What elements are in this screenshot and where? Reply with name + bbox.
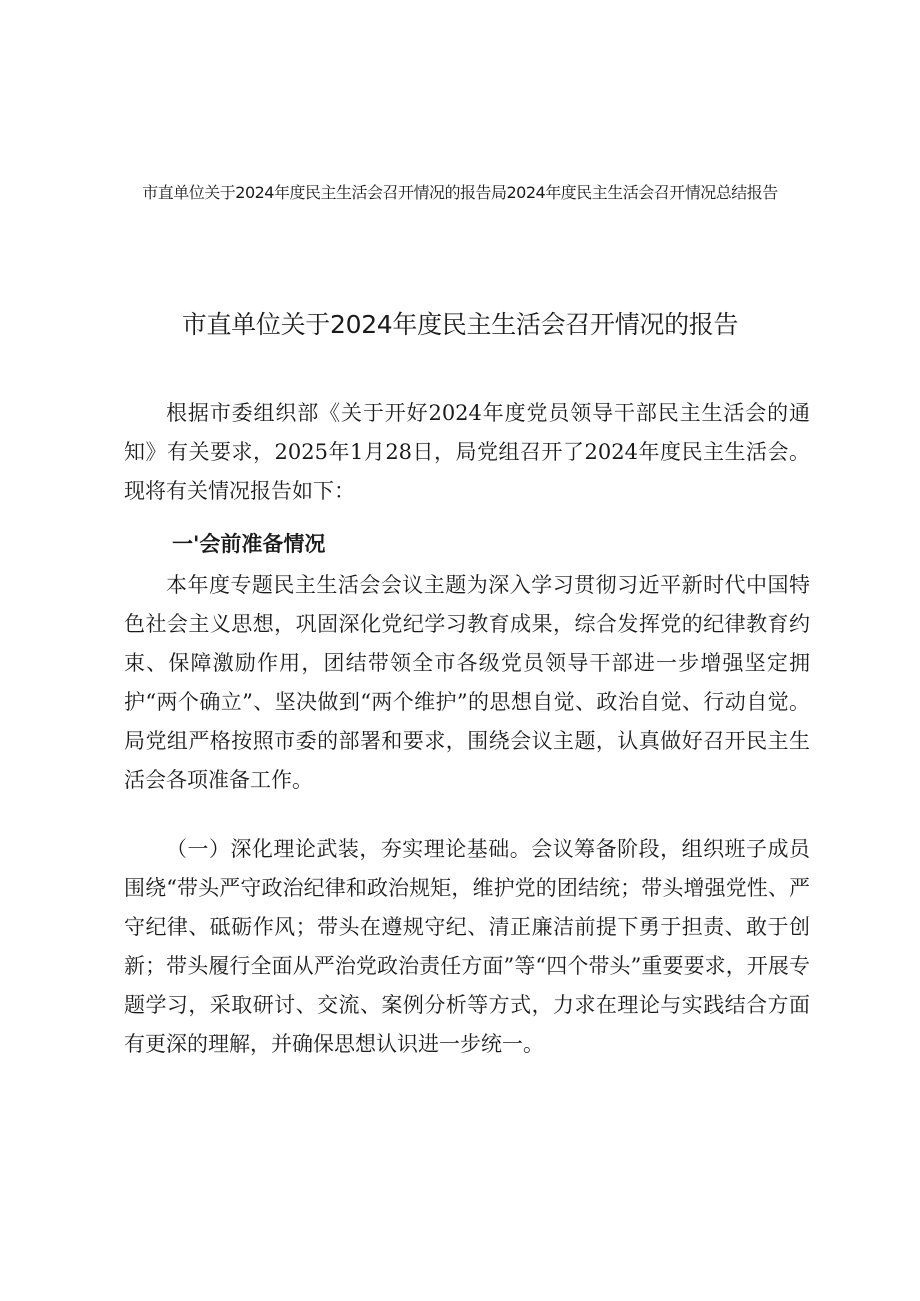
theme-paragraph: 本年度专题民主生活会会议主题为深入学习贯彻习近平新时代中国特色社会主义思想，巩固深化党纪学习教育成果，综合发挥党的纪律教育约束、保障激励作用，团结带领全市各级党员领导干部进一步增强坚定拥护“两个确立”、坚决做到“两个维护”的思想自觉、政治自觉、行动自觉。局党组严格按照市委的部署和要求，围绕会议主题，认真做好召开民主生活会各项准备工作。 bbox=[124, 573, 810, 792]
section-heading-preparation: 一'会前准备情况 bbox=[172, 532, 326, 556]
intro-paragraph: 根据市委组织部《关于开好2024年度党员领导干部民主生活会的通知》有关要求，2025年1月28日，局党组召开了2024年度民主生活会。现将有关情况报告如下： bbox=[124, 401, 810, 503]
document-header-line: 市直单位关于2024年度民主生活会召开情况的报告局2024年度民主生活会召开情况总结报告 bbox=[142, 183, 778, 202]
document-title: 市直单位关于2024年度民主生活会召开情况的报告 bbox=[181, 310, 739, 339]
theory-paragraph: （一）深化理论武装，夯实理论基础。会议筹备阶段，组织班子成员围绕“带头严守政治纪律和政治规矩，维护党的团结统；带头增强党性、严守纪律、砥砺作风；带头在遵规守纪、清正廉洁前提下勇于担责、敢于创新；带头履行全面从严治党政治责任方面”等“四个带头”重要要求，开展专题学习，采取研讨、交流、案例分析等方式，力求在理论与实践结合方面有更深的理解，并确保思想认识进一步统一。 bbox=[124, 837, 810, 1056]
